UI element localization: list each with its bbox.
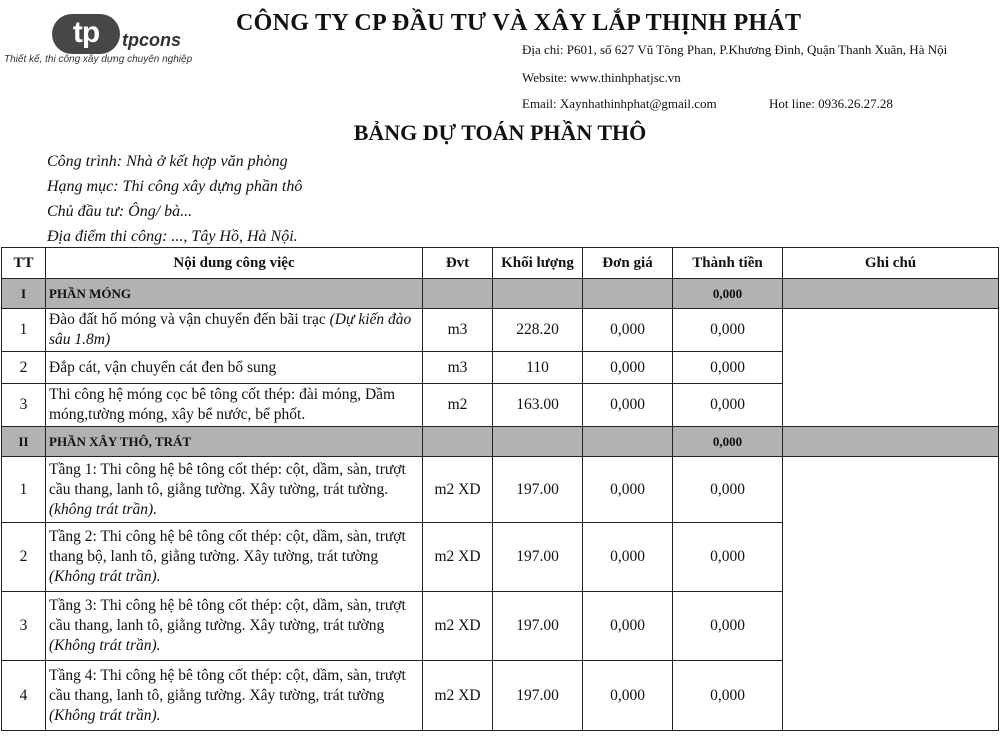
company-hotline: Hot line: 0936.26.27.28: [769, 96, 893, 111]
row-unit: m2 XD: [423, 592, 493, 661]
section-note: [783, 279, 999, 309]
row-number: 2: [2, 352, 46, 384]
row-content-text: Thi công hệ móng cọc bê tông cốt thép: đài móng, Dầm móng,tường móng, xây bể nước, bể phốt.: [49, 386, 396, 423]
row-amount: 0,000: [673, 523, 783, 592]
row-unit: m2 XD: [423, 661, 493, 731]
row-number: 3: [2, 592, 46, 661]
row-quantity: 197.00: [493, 592, 583, 661]
row-amount: 0,000: [673, 457, 783, 523]
section-row-rough-construction: [2, 427, 999, 457]
header-tt: TT: [2, 248, 46, 279]
section-title: PHẦN MÓNG: [46, 279, 423, 309]
logo-slogan: Thiết kế, thi công xây dựng chuyên nghiệp: [4, 54, 193, 65]
header-amount: Thành tiền: [673, 248, 783, 279]
row-note: [783, 457, 999, 731]
row-content-text: Đắp cát, vận chuyển cát đen bổ sung: [49, 358, 277, 376]
row-number: 1: [2, 457, 46, 523]
row-quantity: 110: [493, 352, 583, 384]
row-note: [783, 309, 999, 427]
row-content: [46, 352, 423, 384]
row-content-text: Tầng 4: Thi công hệ bê tông cốt thép: cột, dầm, sàn, trượt cầu thang, lanh tô, giằng tường. Xây tường, trát tường: [49, 666, 406, 704]
header-content: Nội dung công việc: [46, 248, 423, 279]
section-unit-price: [583, 427, 673, 457]
section-total: 0,000: [673, 427, 783, 457]
row-unit-price: 0,000: [583, 352, 673, 384]
row-unit-price: 0,000: [583, 384, 673, 427]
row-amount: 0,000: [673, 309, 783, 352]
section-number: I: [2, 279, 46, 309]
estimate-table: [1, 247, 999, 731]
row-content: [46, 384, 423, 427]
table-row: [2, 309, 999, 352]
row-content: [46, 309, 423, 352]
company-address: Địa chỉ: P601, số 627 Vũ Tông Phan, P.Khương Đình, Quận Thanh Xuân, Hà Nội: [522, 42, 948, 57]
row-quantity: 228.20: [493, 309, 583, 352]
header-quantity: Khối lượng: [493, 248, 583, 279]
investor: Chủ đầu tư: Ông/ bà...: [47, 203, 193, 220]
row-content-note: (Dự kiến đào sâu 1.8m): [49, 311, 412, 348]
section-title: PHẦN XÂY THÔ, TRÁT: [46, 427, 423, 457]
row-content: [46, 523, 423, 592]
row-unit: m2 XD: [423, 457, 493, 523]
document-title: BẢNG DỰ TOÁN PHẦN THÔ: [353, 120, 647, 145]
logo-wordmark: tpcons: [122, 30, 182, 50]
section-note: [783, 427, 999, 457]
header-unit-price: Đơn giá: [583, 248, 673, 279]
row-amount: 0,000: [673, 352, 783, 384]
header-note: Ghi chú: [783, 248, 999, 279]
company-logo: [4, 10, 219, 70]
section-number: II: [2, 427, 46, 457]
row-quantity: 197.00: [493, 457, 583, 523]
work-item: Hạng mục: Thi công xây dựng phần thô: [47, 178, 303, 195]
project-name: Công trình: Nhà ở kết hợp văn phòng: [47, 153, 288, 170]
company-name: CÔNG TY CP ĐẦU TƯ VÀ XÂY LẮP THỊNH PHÁT: [236, 10, 802, 36]
row-unit-price: 0,000: [583, 457, 673, 523]
row-content-note: (Không trát trần).: [49, 568, 161, 585]
row-quantity: 197.00: [493, 661, 583, 731]
company-email[interactable]: Email: Xaynhathinhphat@gmail.com: [522, 96, 717, 111]
row-content-text: Đào đất hố móng và vận chuyển đến bãi trạc: [49, 311, 330, 328]
row-content: [46, 592, 423, 661]
row-unit: m3: [423, 352, 493, 384]
section-total: 0,000: [673, 279, 783, 309]
row-content: [46, 661, 423, 731]
row-content-note: (Không trát trần).: [49, 706, 161, 724]
logo-mark: tp: [52, 14, 120, 54]
section-unit: [423, 427, 493, 457]
section-quantity: [493, 427, 583, 457]
row-quantity: 163.00: [493, 384, 583, 427]
row-amount: 0,000: [673, 592, 783, 661]
section-unit-price: [583, 279, 673, 309]
row-number: 4: [2, 661, 46, 731]
row-content-text: Tầng 2: Thi công hệ bê tông cốt thép: cột, dầm, sàn, trượt thang bộ, lanh tô, giằng tường. Xây tường, trát tường: [49, 528, 406, 565]
row-unit-price: 0,000: [583, 309, 673, 352]
row-unit: m3: [423, 309, 493, 352]
header-unit: Đvt: [423, 248, 493, 279]
section-unit: [423, 279, 493, 309]
construction-site: Địa điểm thi công: ..., Tây Hồ, Hà Nội.: [47, 228, 298, 245]
row-unit-price: 0,000: [583, 523, 673, 592]
row-content-note: (Không trát trần).: [49, 637, 161, 654]
row-unit: m2: [423, 384, 493, 427]
section-quantity: [493, 279, 583, 309]
row-number: 1: [2, 309, 46, 352]
row-quantity: 197.00: [493, 523, 583, 592]
row-unit-price: 0,000: [583, 592, 673, 661]
row-content-note: (không trát trần).: [49, 500, 158, 518]
row-number: 3: [2, 384, 46, 427]
row-content: [46, 457, 423, 523]
row-content-text: Tầng 1: Thi công hệ bê tông cốt thép: cột, dầm, sàn, trượt cầu thang, lanh tô, giằng tường. Xây tường, trát tường.: [49, 460, 406, 498]
row-amount: 0,000: [673, 384, 783, 427]
row-amount: 0,000: [673, 661, 783, 731]
row-content-text: Tầng 3: Thi công hệ bê tông cốt thép: cột, dầm, sàn, trượt cầu thang, lanh tô, giằng tường. Xây tường, trát tường: [49, 597, 406, 634]
table-row: [2, 457, 999, 523]
table-header-row: [2, 248, 999, 279]
row-number: 2: [2, 523, 46, 592]
row-unit-price: 0,000: [583, 661, 673, 731]
row-unit: m2 XD: [423, 523, 493, 592]
section-row-foundation: [2, 279, 999, 309]
company-website[interactable]: Website: www.thinhphatjsc.vn: [522, 70, 681, 85]
